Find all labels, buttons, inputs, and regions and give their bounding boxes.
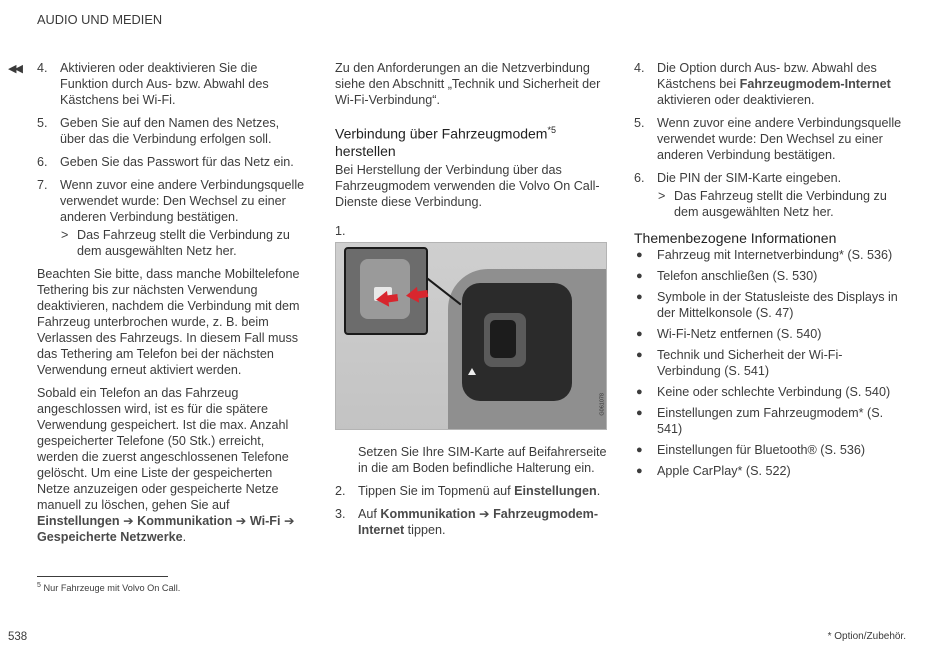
bullet-icon: ● bbox=[636, 349, 643, 361]
result-text: Das Fahrzeug stellt die Verbindung zu dem ausgewählten Netz her. bbox=[674, 189, 887, 219]
related-link[interactable]: ● Einstellungen zum Fahrzeugmodem* (S. 541) bbox=[636, 406, 884, 436]
step-6 bbox=[634, 170, 906, 220]
related-link[interactable]: ● Apple CarPlay* (S. 522) bbox=[636, 464, 791, 478]
step-number: 4. bbox=[634, 61, 645, 75]
settings-menu-path: Einstellungen ➔ Kommunikation ➔ Wi-Fi ➔ Gespeicherte Netzwerke bbox=[37, 514, 295, 544]
footnote-divider bbox=[37, 576, 168, 577]
bullet-icon: ● bbox=[636, 465, 643, 477]
sim-card bbox=[490, 320, 516, 358]
step-number: 2. bbox=[335, 483, 346, 498]
step-3: 3. Auf Kommunikation ➔ Fahrzeugmodem-Internet tippen. bbox=[335, 506, 599, 537]
related-link[interactable]: ● Telefon anschließen (S. 530) bbox=[636, 269, 818, 283]
step-5 bbox=[634, 115, 906, 163]
related-link[interactable]: ● Fahrzeug mit Internetverbindung* (S. 536) bbox=[636, 248, 893, 262]
column-middle bbox=[335, 60, 607, 545]
related-link[interactable]: ● Technik und Sicherheit der Wi-Fi-Verbindung (S. 541) bbox=[636, 348, 843, 378]
step-text: Wenn zuvor eine andere Verbindungsquelle verwendet wurde: Den Wechsel zu einer anderen Verbindung bestätigen. bbox=[657, 116, 902, 162]
menu-item-settings: Einstellungen bbox=[514, 483, 597, 498]
bullet-icon: ● bbox=[636, 270, 643, 282]
step-text: Aktivieren oder deaktivieren Sie die Funktion durch Aus- bzw. Abwahl des Kästchens bei Wi-Fi. bbox=[60, 61, 269, 107]
related-info-heading: Themenbezogene Informationen bbox=[634, 230, 837, 246]
modem-connection-heading: Verbindung über Fahrzeugmodem$^{*5}$ herstellen bbox=[335, 125, 556, 159]
bullet-icon: ● bbox=[636, 249, 643, 261]
step-result bbox=[60, 227, 305, 259]
back-navigation-icon[interactable]: ◀◀ bbox=[8, 63, 21, 75]
modem-connection-intro: Bei Herstellung der Verbindung über das Fahrzeugmodem verwenden die Volvo On Call-Dienste diese Verbindung. bbox=[335, 162, 600, 209]
step-number: 5. bbox=[634, 116, 645, 130]
eject-triangle-icon bbox=[468, 368, 476, 375]
step-4 bbox=[37, 60, 305, 108]
bullet-icon: ● bbox=[636, 407, 643, 419]
column-right bbox=[634, 60, 906, 484]
step-number: 7. bbox=[37, 178, 48, 192]
footnote: $^5$ Nur Fahrzeuge mit Volvo On Call. bbox=[37, 582, 181, 594]
step-number: 5. bbox=[37, 116, 48, 130]
page-number: 538 bbox=[8, 631, 28, 643]
section-title: AUDIO UND MEDIEN bbox=[37, 12, 163, 27]
footnote-ref: *5 bbox=[547, 125, 556, 135]
result-text: Das Fahrzeug stellt die Verbindung zu dem ausgewählten Netz her. bbox=[77, 228, 290, 258]
step-7 bbox=[37, 177, 305, 259]
bullet-icon: ● bbox=[636, 328, 643, 340]
menu-path-modem-internet: Kommunikation ➔ Fahrzeugmodem-Internet bbox=[358, 506, 599, 537]
step-text: Die PIN der SIM-Karte eingeben. bbox=[657, 171, 842, 185]
related-link[interactable]: ● Wi-Fi-Netz entfernen (S. 540) bbox=[636, 327, 822, 341]
step-2: 2. Tippen Sie im Topmenü auf Einstellungen. bbox=[335, 483, 601, 498]
step-text: Geben Sie das Passwort für das Netz ein. bbox=[60, 155, 294, 169]
saved-phones-note: Sobald ein Telefon an das Fahrzeug angeschlossen wird, ist es für die spätere Verwendung gespeichert. Ist die max. Anzahl gespeicherter Telefone (50 Stk.) erreicht, werden die zuerst angeschlossenen Telefone gelöscht. Um eine Liste der gespeicherten Netze anzuzeigen oder gespeicherte Netze manuell zu löschen, gehen Sie auf Einstellungen ➔ Kommunikation ➔ Wi-Fi ➔ Gespeicherte Netzwerke. bbox=[37, 386, 295, 544]
tethering-note: Beachten Sie bitte, dass manche Mobiltelefone Tethering bis zur nächsten Verwendung deaktivieren, nachdem die Verbindung mit dem Fahrzeug unterbrochen wurde, z. B. beim Verlassen des Fahrzeugs. In diesem Fall muss das Tethering am Telefon bei der nächsten Verwendung erneut aktiviert werden. bbox=[37, 267, 300, 377]
related-link[interactable]: ● Keine oder schlechte Verbindung (S. 540) bbox=[636, 385, 891, 399]
option-modem-internet: Fahrzeugmodem-Internet bbox=[739, 77, 891, 91]
step-4: 4. Die Option durch Aus- bzw. Abwahl des Kästchens bei Fahrzeugmodem-Internet aktivieren oder deaktivieren. bbox=[634, 61, 891, 107]
figure-caption: Setzen Sie Ihre SIM-Karte auf Beifahrerseite in die am Boden befindliche Halterung ein. bbox=[358, 444, 607, 475]
result-arrow-icon: > bbox=[658, 189, 666, 203]
step-text: Geben Sie auf den Namen des Netzes, über das die Verbindung erfolgen soll. bbox=[60, 116, 280, 146]
step-text: Wenn zuvor eine andere Verbindungsquelle verwendet wurde: Den Wechsel zu einer anderen Verbindung bestätigen. bbox=[60, 178, 305, 224]
figure-step-number: 1. bbox=[335, 223, 346, 238]
bullet-icon: ● bbox=[636, 291, 643, 303]
network-requirements-note: Zu den Anforderungen an die Netzverbindung siehe den Abschnitt „Technik und Sicherheit der Wi-Fi-Verbindung“. bbox=[335, 61, 601, 107]
step-number: 3. bbox=[335, 506, 346, 521]
result-arrow-icon: > bbox=[61, 228, 69, 242]
step-number: 6. bbox=[37, 155, 48, 169]
column-left bbox=[37, 60, 305, 552]
step-number: 4. bbox=[37, 61, 48, 75]
related-link[interactable]: ● Einstellungen für Bluetooth® (S. 536) bbox=[636, 443, 866, 457]
bullet-icon: ● bbox=[636, 444, 643, 456]
sim-card-holder-illustration bbox=[335, 242, 607, 430]
bullet-icon: ● bbox=[636, 386, 643, 398]
option-accessory-note: * Option/Zubehör. bbox=[827, 631, 906, 642]
related-link[interactable]: ● Symbole in der Statusleiste des Displays in der Mittelkonsole (S. 47) bbox=[636, 290, 898, 320]
step-result bbox=[657, 188, 906, 220]
step-number: 6. bbox=[634, 171, 645, 185]
illustration-code: G061078 bbox=[600, 392, 606, 416]
step-5 bbox=[37, 115, 305, 147]
step-6 bbox=[37, 154, 305, 170]
